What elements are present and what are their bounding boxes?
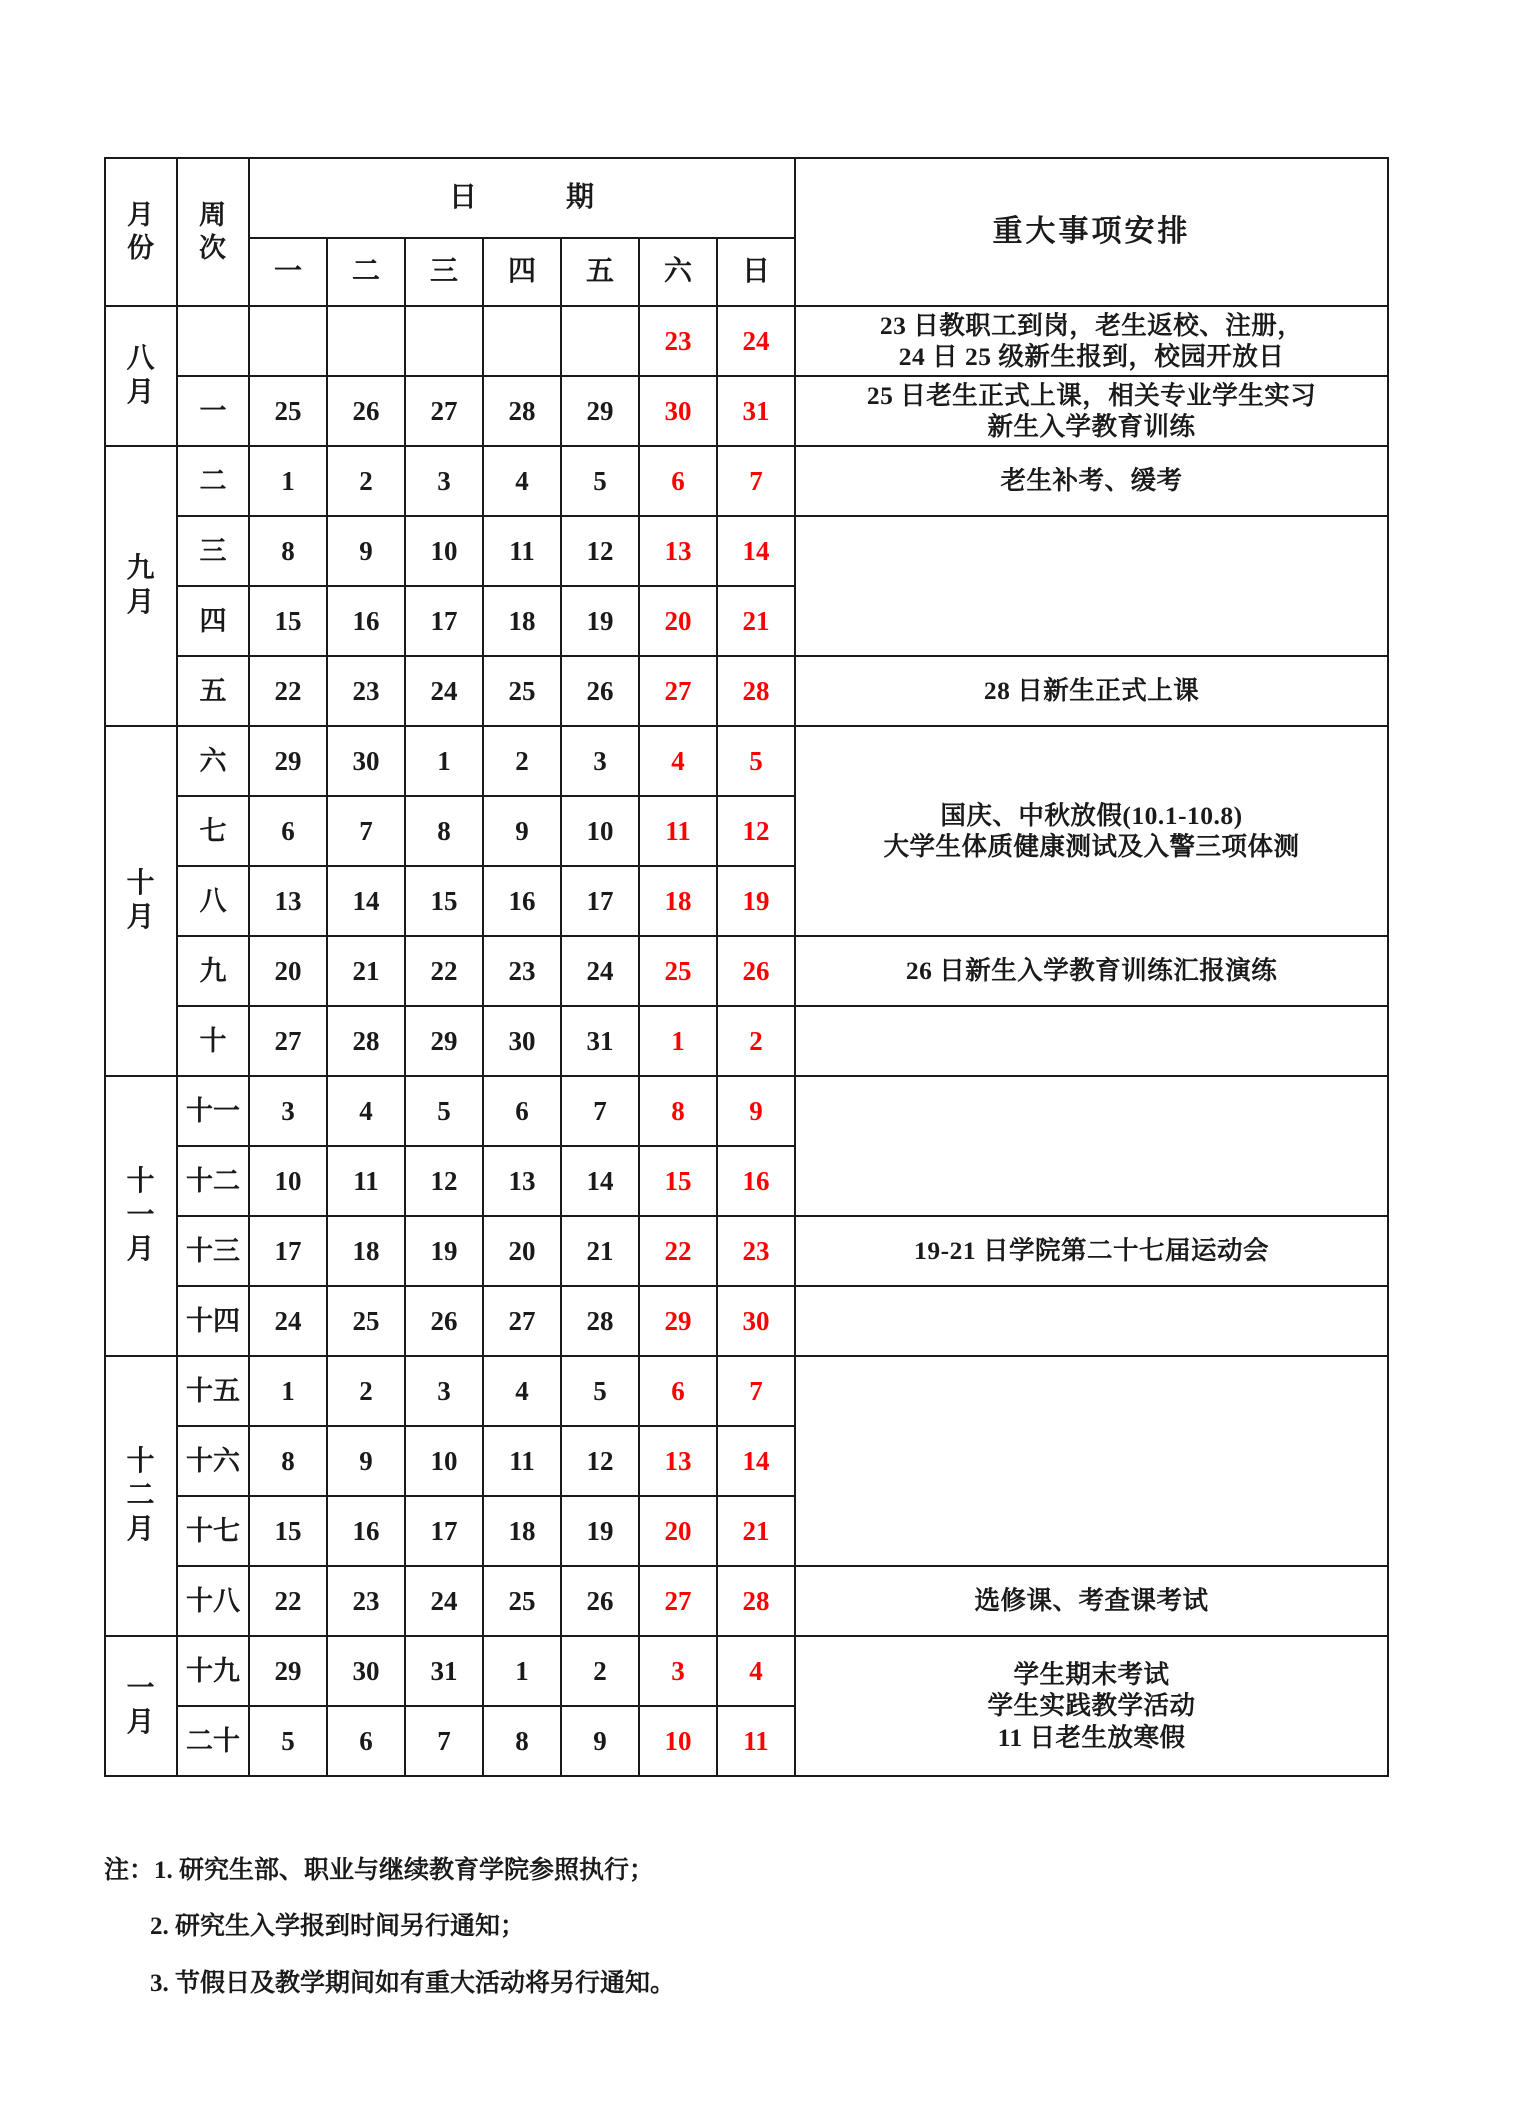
calendar-row xyxy=(105,516,1388,586)
event-cell xyxy=(795,1006,1388,1076)
day-cell: 31 xyxy=(717,376,795,446)
day-cell: 21 xyxy=(327,936,405,1006)
day-cell: 15 xyxy=(639,1146,717,1216)
event-cell xyxy=(795,1286,1388,1356)
header-month-char1: 月 xyxy=(127,200,155,231)
day-cell: 8 xyxy=(249,516,327,586)
day-cell: 26 xyxy=(717,936,795,1006)
day-cell: 7 xyxy=(717,1356,795,1426)
header-month-char2: 份 xyxy=(127,233,155,263)
day-cell: 27 xyxy=(639,1566,717,1636)
month-label-cell xyxy=(105,1356,177,1636)
day-cell: 3 xyxy=(405,1356,483,1426)
day-cell: 10 xyxy=(639,1706,717,1776)
month-label-char: 九 xyxy=(126,552,156,584)
day-cell: 30 xyxy=(327,726,405,796)
day-cell: 9 xyxy=(717,1076,795,1146)
day-cell: 16 xyxy=(327,586,405,656)
event-line: 25 日老生正式上课，相关专业学生实习 xyxy=(866,380,1317,410)
week-number-cell: 十六 xyxy=(177,1426,249,1496)
day-cell: 26 xyxy=(561,1566,639,1636)
day-cell: 28 xyxy=(327,1006,405,1076)
event-cell xyxy=(795,726,1388,936)
calendar-row xyxy=(105,1286,1388,1356)
day-cell: 1 xyxy=(639,1006,717,1076)
day-cell xyxy=(405,306,483,376)
event-cell xyxy=(795,1566,1388,1636)
day-cell: 9 xyxy=(327,516,405,586)
day-cell: 11 xyxy=(483,516,561,586)
day-cell: 23 xyxy=(327,1566,405,1636)
day-cell: 4 xyxy=(483,1356,561,1426)
month-label-char: 月 xyxy=(126,1234,156,1266)
day-cell: 4 xyxy=(639,726,717,796)
week-number-cell: 十九 xyxy=(177,1636,249,1706)
day-cell: 8 xyxy=(405,796,483,866)
day-cell: 22 xyxy=(639,1216,717,1286)
event-cell xyxy=(795,1356,1388,1566)
month-label-cell xyxy=(105,446,177,726)
day-cell: 25 xyxy=(327,1286,405,1356)
day-cell: 8 xyxy=(483,1706,561,1776)
month-label-char: 月 xyxy=(126,1514,156,1546)
week-number-cell: 五 xyxy=(177,656,249,726)
week-number-cell: 九 xyxy=(177,936,249,1006)
day-cell: 24 xyxy=(405,1566,483,1636)
day-cell: 26 xyxy=(405,1286,483,1356)
day-cell: 12 xyxy=(717,796,795,866)
week-number-cell: 八 xyxy=(177,866,249,936)
day-cell: 9 xyxy=(483,796,561,866)
day-cell: 19 xyxy=(717,866,795,936)
day-cell: 5 xyxy=(561,1356,639,1426)
note-line xyxy=(104,1956,1204,2012)
header-weekday-sun: 日 xyxy=(717,238,795,306)
event-cell xyxy=(795,656,1388,726)
note-line xyxy=(104,1843,1204,1899)
event-line: 26 日新生入学教育训练汇报演练 xyxy=(905,956,1278,986)
day-cell: 28 xyxy=(717,656,795,726)
day-cell: 25 xyxy=(639,936,717,1006)
header-events-title: 重大事项安排 xyxy=(795,158,1388,306)
day-cell: 6 xyxy=(249,796,327,866)
day-cell: 6 xyxy=(639,446,717,516)
day-cell: 24 xyxy=(405,656,483,726)
day-cell: 10 xyxy=(561,796,639,866)
header-weekday-mon: 一 xyxy=(249,238,327,306)
day-cell: 16 xyxy=(717,1146,795,1216)
academic-calendar-table xyxy=(104,157,1389,1777)
day-cell: 12 xyxy=(561,1426,639,1496)
week-number-cell: 十四 xyxy=(177,1286,249,1356)
day-cell: 29 xyxy=(639,1286,717,1356)
day-cell: 30 xyxy=(327,1636,405,1706)
day-cell: 7 xyxy=(561,1076,639,1146)
day-cell: 17 xyxy=(561,866,639,936)
calendar-row xyxy=(105,936,1388,1006)
header-week-column xyxy=(177,158,249,306)
day-cell: 19 xyxy=(561,1496,639,1566)
day-cell: 7 xyxy=(717,446,795,516)
day-cell: 2 xyxy=(327,446,405,516)
day-cell: 27 xyxy=(639,656,717,726)
calendar-body xyxy=(105,306,1388,1776)
week-number-cell: 七 xyxy=(177,796,249,866)
header-date-group xyxy=(249,158,795,238)
calendar-row xyxy=(105,446,1388,516)
event-cell xyxy=(795,446,1388,516)
day-cell: 21 xyxy=(717,1496,795,1566)
day-cell: 1 xyxy=(405,726,483,796)
day-cell: 17 xyxy=(405,1496,483,1566)
note-text: 1. 研究生部、职业与继续教育学院参照执行； xyxy=(154,1857,655,1884)
day-cell: 23 xyxy=(639,306,717,376)
month-label-char: 月 xyxy=(126,587,156,618)
month-label-cell xyxy=(105,1076,177,1356)
day-cell: 12 xyxy=(561,516,639,586)
calendar-header xyxy=(105,158,1388,306)
day-cell: 3 xyxy=(639,1636,717,1706)
month-label-char: 月 xyxy=(126,902,156,933)
day-cell: 6 xyxy=(483,1076,561,1146)
day-cell: 28 xyxy=(483,376,561,446)
day-cell: 2 xyxy=(483,726,561,796)
day-cell: 21 xyxy=(561,1216,639,1286)
day-cell: 20 xyxy=(483,1216,561,1286)
event-cell xyxy=(795,376,1388,446)
event-line: 学生期末考试 xyxy=(1013,1660,1170,1690)
day-cell: 14 xyxy=(561,1146,639,1216)
note-text: 2. 研究生入学报到时间另行通知； xyxy=(150,1913,526,1941)
day-cell: 11 xyxy=(327,1146,405,1216)
week-number-cell: 四 xyxy=(177,586,249,656)
day-cell: 23 xyxy=(483,936,561,1006)
day-cell: 14 xyxy=(717,1426,795,1496)
day-cell: 7 xyxy=(405,1706,483,1776)
day-cell: 9 xyxy=(327,1426,405,1496)
day-cell: 25 xyxy=(483,656,561,726)
day-cell: 30 xyxy=(639,376,717,446)
week-number-cell: 二十 xyxy=(177,1706,249,1776)
day-cell: 12 xyxy=(405,1146,483,1216)
header-date-char2: 期 xyxy=(566,181,596,213)
day-cell: 18 xyxy=(639,866,717,936)
day-cell xyxy=(561,306,639,376)
day-cell: 24 xyxy=(717,306,795,376)
day-cell: 20 xyxy=(249,936,327,1006)
event-cell xyxy=(795,1216,1388,1286)
calendar-row xyxy=(105,1006,1388,1076)
calendar-row xyxy=(105,1356,1388,1426)
month-label-char: 一 xyxy=(126,1199,156,1231)
day-cell xyxy=(249,306,327,376)
day-cell xyxy=(483,306,561,376)
header-weekday-sat: 六 xyxy=(639,238,717,306)
day-cell: 29 xyxy=(249,1636,327,1706)
day-cell: 8 xyxy=(249,1426,327,1496)
day-cell: 18 xyxy=(483,1496,561,1566)
month-label-char: 十 xyxy=(126,1445,156,1477)
day-cell: 18 xyxy=(327,1216,405,1286)
event-line: 国庆、中秋放假(10.1-10.8) xyxy=(940,800,1243,830)
month-label-char: 月 xyxy=(126,377,156,408)
month-label-cell xyxy=(105,726,177,1076)
day-cell: 4 xyxy=(717,1636,795,1706)
day-cell: 10 xyxy=(405,1426,483,1496)
event-line: 19-21 日学院第二十七届运动会 xyxy=(914,1236,1269,1266)
week-number-cell: 十三 xyxy=(177,1216,249,1286)
day-cell: 15 xyxy=(405,866,483,936)
header-row-top xyxy=(105,158,1388,238)
day-cell: 21 xyxy=(717,586,795,656)
calendar-row xyxy=(105,1636,1388,1706)
day-cell: 22 xyxy=(249,1566,327,1636)
header-weekday-tue: 二 xyxy=(327,238,405,306)
day-cell: 10 xyxy=(405,516,483,586)
week-number-cell: 十五 xyxy=(177,1356,249,1426)
calendar-notes xyxy=(104,1843,1204,2012)
header-weekday-thu: 四 xyxy=(483,238,561,306)
day-cell: 13 xyxy=(483,1146,561,1216)
day-cell: 11 xyxy=(639,796,717,866)
week-number-cell: 二 xyxy=(177,446,249,516)
week-number-cell: 一 xyxy=(177,376,249,446)
header-weekday-fri: 五 xyxy=(561,238,639,306)
day-cell: 11 xyxy=(483,1426,561,1496)
day-cell: 6 xyxy=(327,1706,405,1776)
day-cell: 14 xyxy=(717,516,795,586)
month-label-cell xyxy=(105,306,177,446)
day-cell: 3 xyxy=(249,1076,327,1146)
event-line: 老生补考、缓考 xyxy=(1000,466,1183,496)
calendar-row xyxy=(105,1216,1388,1286)
day-cell: 2 xyxy=(327,1356,405,1426)
event-cell xyxy=(795,516,1388,656)
day-cell: 8 xyxy=(639,1076,717,1146)
day-cell xyxy=(327,306,405,376)
day-cell: 9 xyxy=(561,1706,639,1776)
day-cell: 5 xyxy=(561,446,639,516)
calendar-row xyxy=(105,726,1388,796)
note-line xyxy=(104,1899,1204,1955)
day-cell: 29 xyxy=(405,1006,483,1076)
day-cell: 5 xyxy=(717,726,795,796)
event-line: 学生实践教学活动 xyxy=(987,1691,1196,1721)
day-cell: 6 xyxy=(639,1356,717,1426)
day-cell: 28 xyxy=(561,1286,639,1356)
note-text: 3. 节假日及教学期间如有重大活动将另行通知。 xyxy=(150,1969,676,1997)
day-cell: 5 xyxy=(249,1706,327,1776)
day-cell: 10 xyxy=(249,1146,327,1216)
day-cell: 1 xyxy=(249,1356,327,1426)
day-cell: 17 xyxy=(249,1216,327,1286)
day-cell: 4 xyxy=(327,1076,405,1146)
event-line: 24 日 25 级新生报到，校园开放日 xyxy=(898,342,1285,371)
day-cell: 1 xyxy=(483,1636,561,1706)
day-cell: 25 xyxy=(483,1566,561,1636)
day-cell: 23 xyxy=(717,1216,795,1286)
day-cell: 27 xyxy=(483,1286,561,1356)
day-cell: 20 xyxy=(639,1496,717,1566)
event-line: 选修课、考查课考试 xyxy=(974,1586,1209,1616)
header-weekday-wed: 三 xyxy=(405,238,483,306)
day-cell: 19 xyxy=(405,1216,483,1286)
header-week-char2: 次 xyxy=(199,233,227,263)
calendar-row xyxy=(105,656,1388,726)
day-cell: 4 xyxy=(483,446,561,516)
day-cell: 15 xyxy=(249,586,327,656)
day-cell: 24 xyxy=(561,936,639,1006)
academic-calendar-container xyxy=(104,157,1387,1777)
day-cell: 30 xyxy=(483,1006,561,1076)
month-label-char: 八 xyxy=(126,342,156,374)
calendar-row xyxy=(105,1076,1388,1146)
day-cell: 17 xyxy=(405,586,483,656)
calendar-row xyxy=(105,1566,1388,1636)
event-line: 新生入学教育训练 xyxy=(987,412,1196,441)
calendar-row xyxy=(105,306,1388,376)
week-number-cell: 十二 xyxy=(177,1146,249,1216)
day-cell: 30 xyxy=(717,1286,795,1356)
day-cell: 27 xyxy=(405,376,483,446)
day-cell: 26 xyxy=(561,656,639,726)
day-cell: 26 xyxy=(327,376,405,446)
day-cell: 31 xyxy=(561,1006,639,1076)
header-month-column xyxy=(105,158,177,306)
week-number-cell: 十 xyxy=(177,1006,249,1076)
week-number-cell: 十一 xyxy=(177,1076,249,1146)
day-cell: 24 xyxy=(249,1286,327,1356)
month-label-char: 月 xyxy=(126,1707,156,1738)
day-cell: 29 xyxy=(249,726,327,796)
week-number-cell: 六 xyxy=(177,726,249,796)
month-label-char: 十 xyxy=(126,867,156,899)
day-cell: 22 xyxy=(405,936,483,1006)
month-label-char: 十 xyxy=(126,1165,156,1197)
month-label-cell xyxy=(105,1636,177,1776)
day-cell: 22 xyxy=(249,656,327,726)
header-week-char1: 周 xyxy=(199,200,227,231)
event-cell xyxy=(795,936,1388,1006)
day-cell: 3 xyxy=(561,726,639,796)
day-cell: 25 xyxy=(249,376,327,446)
header-date-char1: 日 xyxy=(449,181,479,213)
day-cell: 1 xyxy=(249,446,327,516)
day-cell: 5 xyxy=(405,1076,483,1146)
day-cell: 18 xyxy=(483,586,561,656)
week-number-cell: 三 xyxy=(177,516,249,586)
week-number-cell: 十八 xyxy=(177,1566,249,1636)
day-cell: 27 xyxy=(249,1006,327,1076)
day-cell: 14 xyxy=(327,866,405,936)
notes-lead-label: 注： xyxy=(104,1857,155,1884)
event-line: 28 日新生正式上课 xyxy=(983,676,1200,706)
day-cell: 23 xyxy=(327,656,405,726)
day-cell: 16 xyxy=(327,1496,405,1566)
day-cell: 28 xyxy=(717,1566,795,1636)
day-cell: 29 xyxy=(561,376,639,446)
day-cell: 13 xyxy=(249,866,327,936)
event-cell xyxy=(795,1076,1388,1216)
day-cell: 7 xyxy=(327,796,405,866)
week-number-cell: 十七 xyxy=(177,1496,249,1566)
day-cell: 16 xyxy=(483,866,561,936)
event-cell xyxy=(795,306,1388,376)
event-cell xyxy=(795,1636,1388,1776)
month-label-char: 一 xyxy=(126,1672,156,1704)
day-cell: 11 xyxy=(717,1706,795,1776)
day-cell: 13 xyxy=(639,516,717,586)
day-cell: 13 xyxy=(639,1426,717,1496)
day-cell: 20 xyxy=(639,586,717,656)
calendar-row xyxy=(105,376,1388,446)
event-line: 11 日老生放寒假 xyxy=(997,1722,1186,1752)
day-cell: 15 xyxy=(249,1496,327,1566)
event-line: 大学生体质健康测试及入警三项体测 xyxy=(883,832,1300,861)
day-cell: 3 xyxy=(405,446,483,516)
event-line: 23 日教职工到岗，老生返校、注册， xyxy=(879,310,1304,340)
month-label-char: 二 xyxy=(126,1479,156,1511)
day-cell: 2 xyxy=(561,1636,639,1706)
day-cell: 2 xyxy=(717,1006,795,1076)
week-number-cell xyxy=(177,306,249,376)
day-cell: 31 xyxy=(405,1636,483,1706)
day-cell: 19 xyxy=(561,586,639,656)
